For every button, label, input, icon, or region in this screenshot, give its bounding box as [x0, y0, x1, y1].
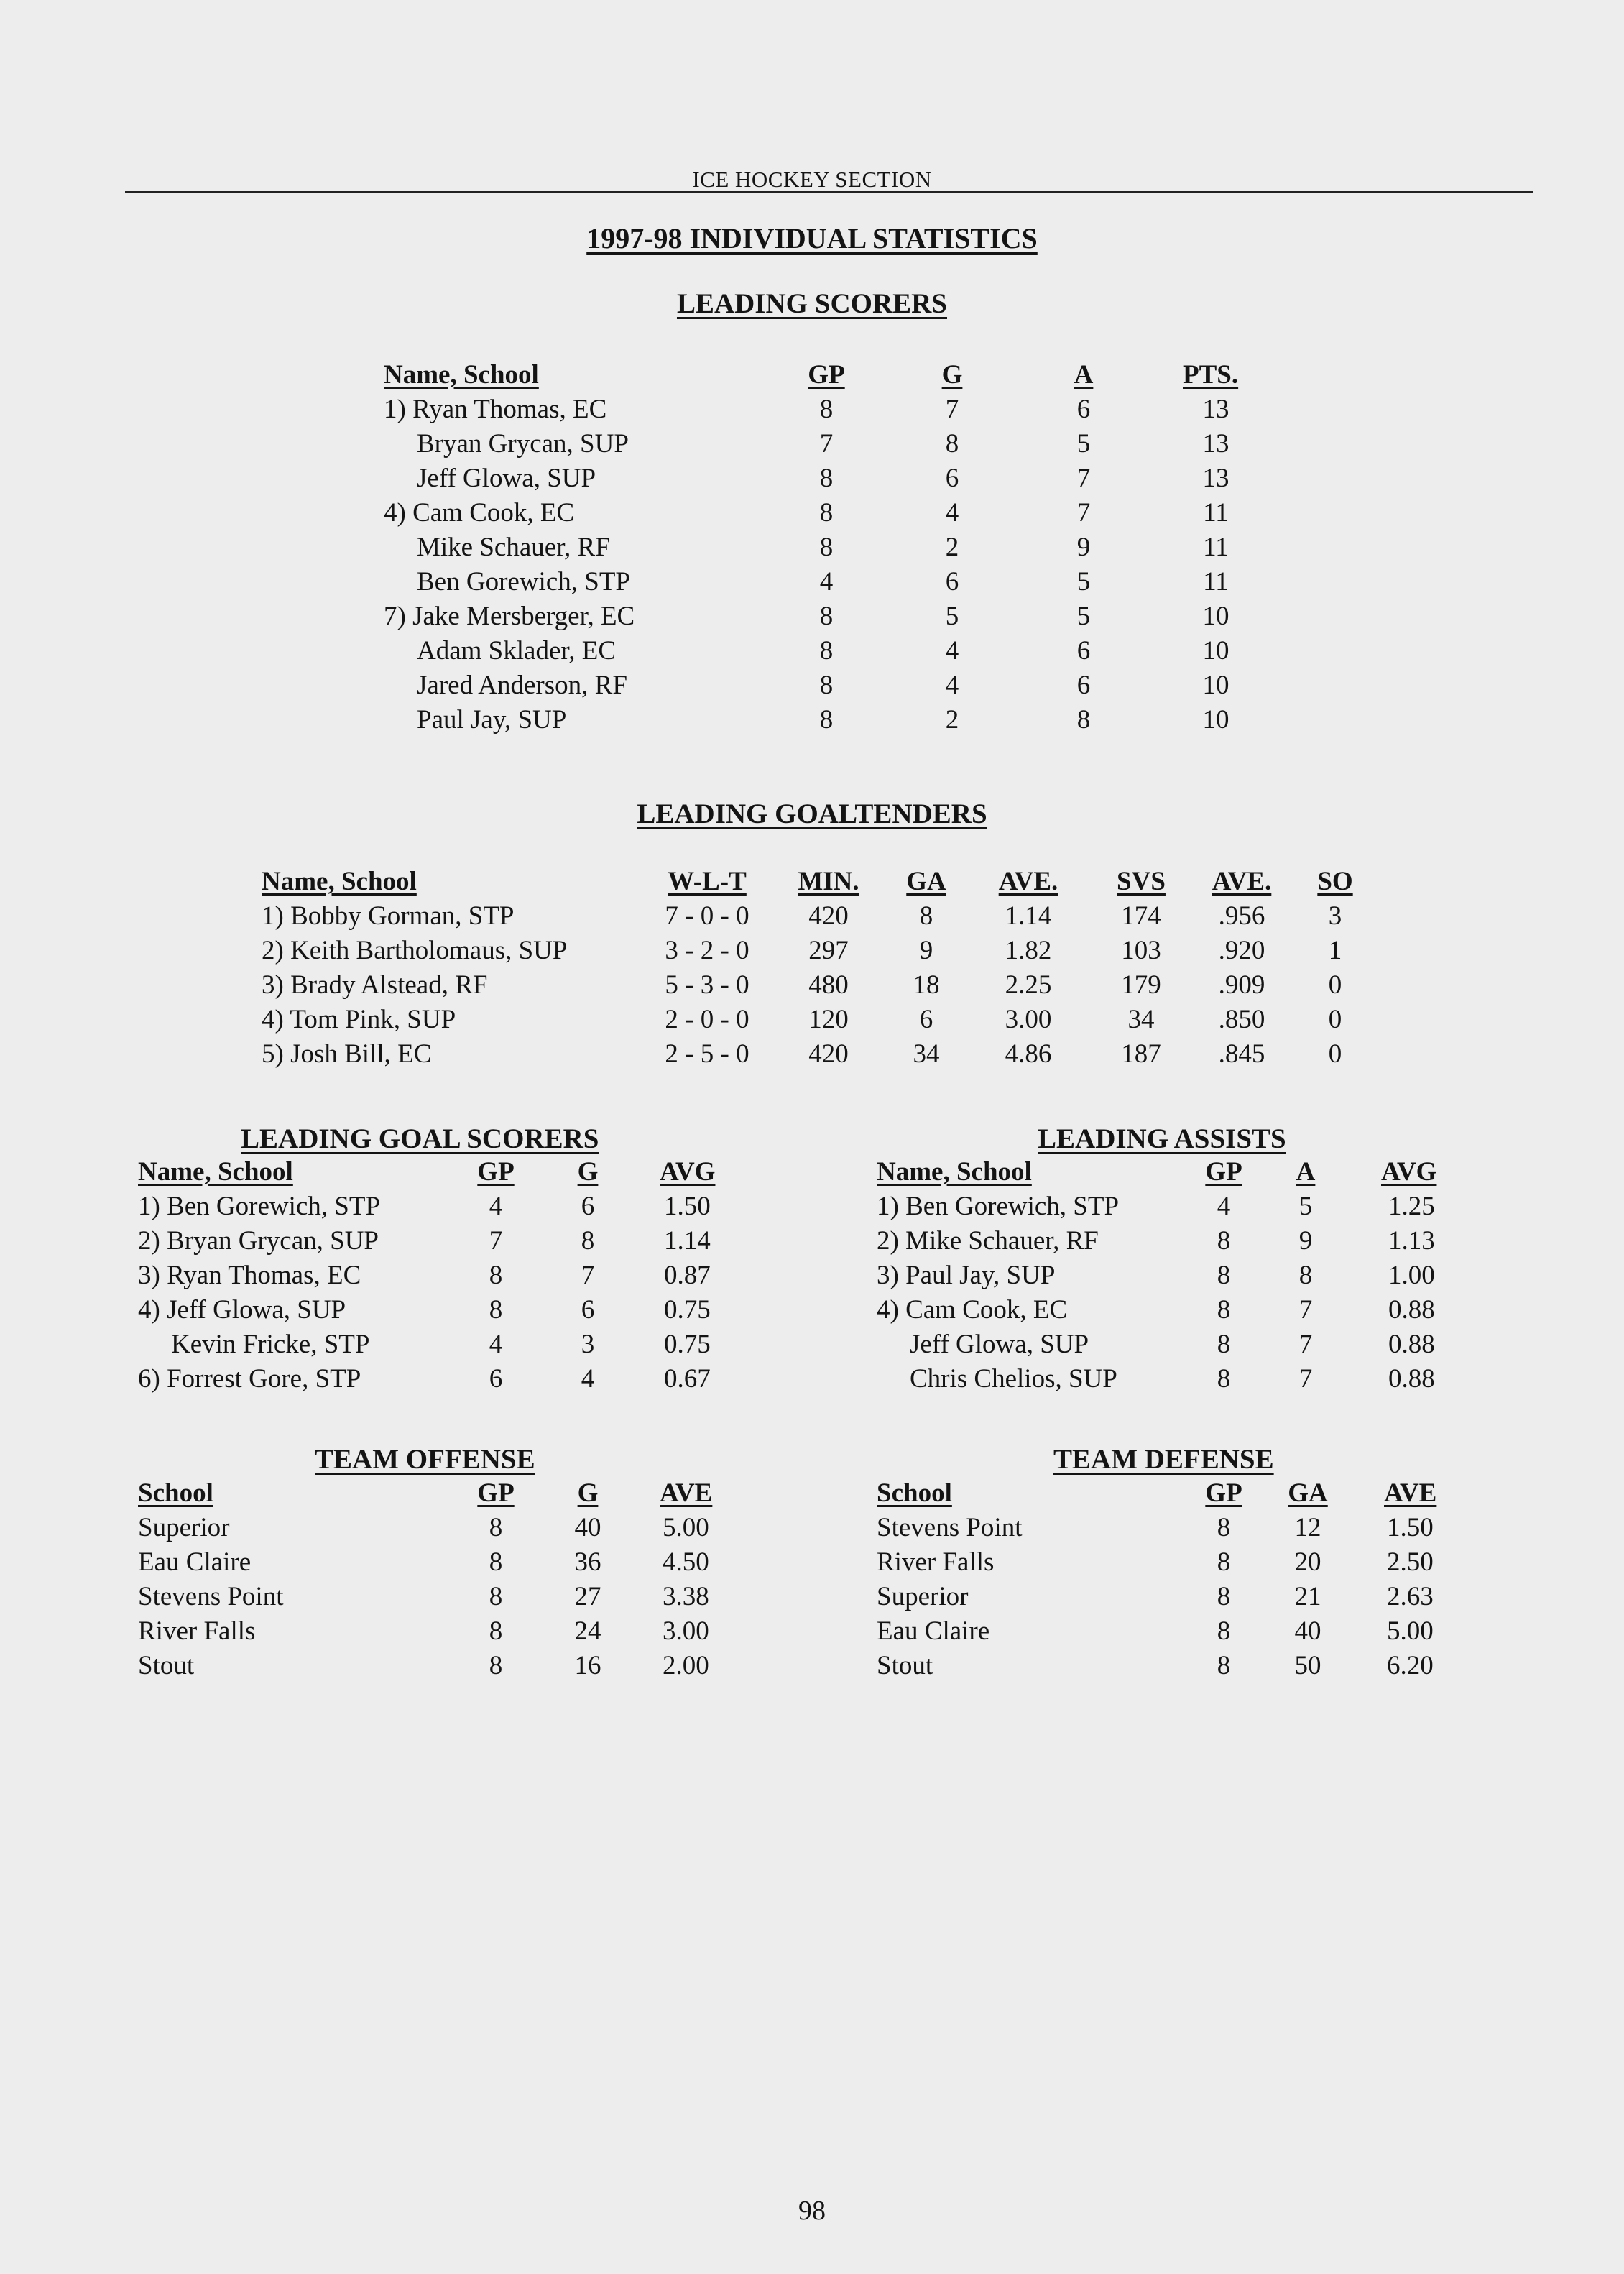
table-row	[0, 1293, 1624, 1327]
cell-pts: 10	[1202, 636, 1229, 666]
table-row	[0, 392, 1624, 427]
cell-pts: 13	[1202, 429, 1229, 459]
leading-goaltenders-table	[0, 865, 1624, 1072]
cell-name: Bryan Grycan, SUP	[417, 429, 629, 459]
cell-name: 1) Ben Gorewich, STP	[877, 1192, 1120, 1221]
cell-gp: 8	[1217, 1261, 1231, 1290]
cell-a: 5	[1298, 1192, 1313, 1221]
cell-gp: 8	[489, 1582, 503, 1611]
cell-g: 5	[945, 602, 959, 631]
cell-a: 7	[1298, 1330, 1313, 1359]
table-row	[0, 934, 1624, 968]
table-row	[0, 1362, 1624, 1396]
leading-assists-title: LEADING ASSISTS	[1038, 1123, 1286, 1154]
cell-so: 3	[1328, 901, 1342, 931]
cell-gp: 8	[1217, 1513, 1231, 1542]
table-row	[0, 427, 1624, 461]
cell-name: Jeff Glowa, SUP	[417, 464, 596, 493]
table-row	[0, 565, 1624, 599]
table-header-row	[0, 1476, 1624, 1511]
leading-goaltenders-title: LEADING GOALTENDERS	[637, 798, 987, 829]
table-row	[0, 1003, 1624, 1037]
cell-svpct: .920	[1218, 936, 1265, 965]
cell-g: 3	[581, 1330, 595, 1359]
cell-gp: 8	[819, 705, 834, 735]
col-header-ga: GA	[1288, 1478, 1328, 1508]
table-row	[0, 496, 1624, 530]
cell-gp: 8	[819, 395, 834, 424]
col-header-svs: SVS	[1117, 867, 1166, 896]
cell-ave: 5.00	[1387, 1616, 1434, 1646]
cell-ave: 3.00	[1005, 1005, 1052, 1034]
cell-ga: 21	[1294, 1582, 1321, 1611]
cell-a: 7	[1298, 1364, 1313, 1394]
col-header-name: Name, School	[384, 360, 539, 390]
cell-g: 6	[581, 1192, 595, 1221]
cell-name: 2) Bryan Grycan, SUP	[138, 1226, 379, 1256]
cell-gp: 8	[819, 636, 834, 666]
cell-school: Stout	[138, 1651, 195, 1680]
cell-school: Eau Claire	[138, 1547, 252, 1577]
cell-svpct: .845	[1218, 1039, 1265, 1069]
col-header-school: School	[138, 1478, 213, 1508]
cell-gp: 4	[489, 1192, 503, 1221]
cell-g: 36	[574, 1547, 601, 1577]
cell-school: Stevens Point	[877, 1513, 1023, 1542]
cell-g: 7	[945, 395, 959, 424]
col-header-name: Name, School	[877, 1157, 1032, 1187]
cell-avg: 0.75	[664, 1330, 711, 1359]
cell-name: Paul Jay, SUP	[417, 705, 567, 735]
cell-min: 297	[808, 936, 849, 965]
col-header-wlt: W-L-T	[668, 867, 747, 896]
col-header-a: A	[1074, 360, 1094, 390]
cell-wlt: 2 - 0 - 0	[665, 1005, 749, 1034]
cell-name: 3) Brady Alstead, RF	[262, 970, 488, 1000]
cell-avg: 0.88	[1388, 1330, 1435, 1359]
cell-svs: 174	[1121, 901, 1161, 931]
cell-g: 8	[581, 1226, 595, 1256]
cell-school: Superior	[138, 1513, 230, 1542]
cell-ave: 4.50	[663, 1547, 709, 1577]
cell-ga: 18	[913, 970, 940, 1000]
cell-name: 2) Keith Bartholomaus, SUP	[262, 936, 568, 965]
cell-name: Jeff Glowa, SUP	[910, 1330, 1089, 1359]
cell-pts: 13	[1202, 395, 1229, 424]
cell-pts: 10	[1202, 671, 1229, 700]
col-header-pts: PTS.	[1183, 360, 1239, 390]
cell-min: 120	[808, 1005, 849, 1034]
cell-ga: 9	[919, 936, 933, 965]
col-header-gp: GP	[1205, 1157, 1242, 1187]
cell-g: 24	[574, 1616, 601, 1646]
cell-g: 4	[945, 671, 959, 700]
cell-avg: 1.14	[664, 1226, 711, 1256]
cell-ave: 1.14	[1005, 901, 1052, 931]
col-header-g: G	[577, 1478, 599, 1508]
cell-gp: 8	[489, 1513, 503, 1542]
cell-pts: 11	[1203, 498, 1229, 528]
cell-ave: 2.00	[663, 1651, 709, 1680]
col-header-gp: GP	[477, 1478, 515, 1508]
cell-name: Adam Sklader, EC	[417, 636, 616, 666]
table-row	[0, 1224, 1624, 1258]
cell-gp: 8	[489, 1616, 503, 1646]
cell-name: Chris Chelios, SUP	[910, 1364, 1117, 1394]
cell-g: 4	[945, 498, 959, 528]
cell-name: Jared Anderson, RF	[417, 671, 627, 700]
cell-ave: 4.86	[1005, 1039, 1052, 1069]
table-row	[0, 703, 1624, 737]
team-offense-title: TEAM OFFENSE	[315, 1444, 535, 1475]
cell-ga: 12	[1294, 1513, 1321, 1542]
cell-gp: 8	[1217, 1616, 1231, 1646]
table-row	[0, 1580, 1624, 1614]
cell-so: 0	[1328, 1005, 1342, 1034]
cell-g: 8	[945, 429, 959, 459]
cell-gp: 4	[489, 1330, 503, 1359]
cell-so: 0	[1328, 1039, 1342, 1069]
cell-gp: 8	[819, 533, 834, 562]
cell-svs: 179	[1121, 970, 1161, 1000]
table-row	[0, 1258, 1624, 1293]
cell-ave: 2.63	[1387, 1582, 1434, 1611]
cell-gp: 8	[1217, 1226, 1231, 1256]
cell-school: River Falls	[877, 1547, 995, 1577]
col-header-ave: AVE	[1384, 1478, 1437, 1508]
cell-g: 27	[574, 1582, 601, 1611]
section-header: ICE HOCKEY SECTION	[692, 167, 932, 192]
cell-a: 9	[1076, 533, 1091, 562]
cell-gp: 7	[819, 429, 834, 459]
col-header-g: G	[577, 1157, 599, 1187]
cell-a: 7	[1076, 498, 1091, 528]
cell-school: Stevens Point	[138, 1582, 284, 1611]
cell-g: 6	[945, 464, 959, 493]
cell-svs: 34	[1127, 1005, 1155, 1034]
cell-ave: 6.20	[1387, 1651, 1434, 1680]
col-header-ga: GA	[906, 867, 946, 896]
cell-avg: 0.67	[664, 1364, 711, 1394]
col-header-ave: AVE.	[998, 867, 1058, 896]
cell-a: 5	[1076, 602, 1091, 631]
cell-avg: 0.87	[664, 1261, 711, 1290]
cell-pts: 13	[1202, 464, 1229, 493]
page-title: 1997-98 INDIVIDUAL STATISTICS	[586, 222, 1038, 254]
cell-avg: 0.88	[1388, 1295, 1435, 1325]
cell-name: 3) Paul Jay, SUP	[877, 1261, 1056, 1290]
cell-ave: 2.25	[1005, 970, 1052, 1000]
cell-pts: 10	[1202, 705, 1229, 735]
cell-a: 6	[1076, 636, 1091, 666]
cell-gp: 8	[1217, 1651, 1231, 1680]
cell-g: 40	[574, 1513, 601, 1542]
col-header-avg: AVG	[660, 1157, 716, 1187]
cell-ga: 8	[919, 901, 933, 931]
cell-name: 3) Ryan Thomas, EC	[138, 1261, 361, 1290]
cell-g: 6	[581, 1295, 595, 1325]
cell-name: 1) Ben Gorewich, STP	[138, 1192, 381, 1221]
cell-wlt: 5 - 3 - 0	[665, 970, 749, 1000]
cell-min: 480	[808, 970, 849, 1000]
cell-name: Mike Schauer, RF	[417, 533, 610, 562]
table-row	[0, 461, 1624, 496]
cell-avg: 1.50	[664, 1192, 711, 1221]
cell-pts: 11	[1203, 533, 1229, 562]
table-header-row	[0, 1155, 1624, 1189]
cell-gp: 8	[1217, 1295, 1231, 1325]
cell-gp: 8	[819, 498, 834, 528]
cell-ave: 5.00	[663, 1513, 709, 1542]
cell-svs: 187	[1121, 1039, 1161, 1069]
cell-school: River Falls	[138, 1616, 256, 1646]
cell-name: 4) Tom Pink, SUP	[262, 1005, 456, 1034]
col-header-school: School	[877, 1478, 952, 1508]
cell-gp: 6	[489, 1364, 503, 1394]
cell-name: 6) Forrest Gore, STP	[138, 1364, 361, 1394]
cell-name: 5) Josh Bill, EC	[262, 1039, 432, 1069]
cell-ave: 2.50	[1387, 1547, 1434, 1577]
cell-min: 420	[808, 901, 849, 931]
cell-g: 2	[945, 533, 959, 562]
table-row	[0, 1545, 1624, 1580]
col-header-ave: AVE	[660, 1478, 713, 1508]
cell-gp: 8	[819, 602, 834, 631]
cell-gp: 8	[489, 1651, 503, 1680]
cell-g: 7	[581, 1261, 595, 1290]
col-header-min: MIN.	[798, 867, 859, 896]
cell-ave: 3.38	[663, 1582, 709, 1611]
cell-svs: 103	[1121, 936, 1161, 965]
cell-name: 1) Ryan Thomas, EC	[384, 395, 607, 424]
cell-avg: 1.00	[1388, 1261, 1435, 1290]
cell-a: 7	[1298, 1295, 1313, 1325]
leading-goal-scorers-title: LEADING GOAL SCORERS	[241, 1123, 599, 1154]
leading-scorers-table	[0, 358, 1624, 737]
cell-ga: 6	[919, 1005, 933, 1034]
cell-gp: 8	[1217, 1330, 1231, 1359]
table-row	[0, 530, 1624, 565]
cell-ave: 3.00	[663, 1616, 709, 1646]
cell-a: 9	[1298, 1226, 1313, 1256]
cell-name: Kevin Fricke, STP	[171, 1330, 370, 1359]
cell-name: 1) Bobby Gorman, STP	[262, 901, 515, 931]
cell-gp: 8	[819, 464, 834, 493]
cell-a: 7	[1076, 464, 1091, 493]
cell-ga: 50	[1294, 1651, 1321, 1680]
cell-avg: 1.25	[1388, 1192, 1435, 1221]
table-row	[0, 668, 1624, 703]
col-header-name: Name, School	[262, 867, 417, 896]
table-row	[0, 1511, 1624, 1545]
cell-wlt: 3 - 2 - 0	[665, 936, 749, 965]
cell-name: 2) Mike Schauer, RF	[877, 1226, 1099, 1256]
table-row	[0, 1649, 1624, 1683]
cell-school: Superior	[877, 1582, 969, 1611]
cell-g: 4	[945, 636, 959, 666]
cell-svpct: .956	[1218, 901, 1265, 931]
cell-so: 0	[1328, 970, 1342, 1000]
table-row	[0, 1189, 1624, 1224]
cell-name: 4) Cam Cook, EC	[877, 1295, 1068, 1325]
cell-avg: 1.13	[1388, 1226, 1435, 1256]
cell-ave: 1.50	[1387, 1513, 1434, 1542]
col-header-so: SO	[1317, 867, 1353, 896]
cell-a: 5	[1076, 567, 1091, 597]
cell-g: 2	[945, 705, 959, 735]
table-row	[0, 599, 1624, 634]
cell-wlt: 7 - 0 - 0	[665, 901, 749, 931]
cell-gp: 4	[1217, 1192, 1231, 1221]
cell-ga: 34	[913, 1039, 940, 1069]
table-row	[0, 1037, 1624, 1072]
cell-school: Eau Claire	[877, 1616, 990, 1646]
col-header-gp: GP	[808, 360, 845, 390]
col-header-name: Name, School	[138, 1157, 293, 1187]
table-row	[0, 968, 1624, 1003]
cell-g: 4	[581, 1364, 595, 1394]
cell-a: 8	[1076, 705, 1091, 735]
cell-gp: 8	[1217, 1364, 1231, 1394]
cell-name: 4) Cam Cook, EC	[384, 498, 575, 528]
cell-gp: 8	[819, 671, 834, 700]
cell-svpct: .909	[1218, 970, 1265, 1000]
cell-min: 420	[808, 1039, 849, 1069]
cell-ga: 20	[1294, 1547, 1321, 1577]
table-row	[0, 899, 1624, 934]
cell-school: Stout	[877, 1651, 933, 1680]
table-row	[0, 634, 1624, 668]
cell-ga: 40	[1294, 1616, 1321, 1646]
cell-name: 4) Jeff Glowa, SUP	[138, 1295, 346, 1325]
col-header-gp: GP	[477, 1157, 515, 1187]
cell-gp: 8	[489, 1295, 503, 1325]
cell-gp: 8	[1217, 1582, 1231, 1611]
cell-a: 8	[1298, 1261, 1313, 1290]
cell-pts: 11	[1203, 567, 1229, 597]
cell-name: 7) Jake Mersberger, EC	[384, 602, 635, 631]
cell-name: Ben Gorewich, STP	[417, 567, 630, 597]
cell-g: 6	[945, 567, 959, 597]
page-number: 98	[798, 2196, 826, 2226]
col-header-avg: AVG	[1381, 1157, 1437, 1187]
col-header-gp: GP	[1205, 1478, 1242, 1508]
cell-gp: 7	[489, 1226, 503, 1256]
cell-ave: 1.82	[1005, 936, 1052, 965]
cell-so: 1	[1328, 936, 1342, 965]
col-header-a: A	[1296, 1157, 1316, 1187]
cell-gp: 8	[489, 1261, 503, 1290]
table-header-row	[0, 865, 1624, 899]
leading-scorers-title: LEADING SCORERS	[676, 288, 947, 319]
cell-avg: 0.75	[664, 1295, 711, 1325]
team-defense-title: TEAM DEFENSE	[1053, 1444, 1274, 1475]
col-header-g: G	[941, 360, 963, 390]
cell-a: 6	[1076, 395, 1091, 424]
cell-gp: 8	[1217, 1547, 1231, 1577]
cell-gp: 4	[819, 567, 834, 597]
cell-wlt: 2 - 5 - 0	[665, 1039, 749, 1069]
cell-avg: 0.88	[1388, 1364, 1435, 1394]
header-rule	[125, 191, 1533, 193]
table-row	[0, 1614, 1624, 1649]
cell-a: 5	[1076, 429, 1091, 459]
col-header-save-pct: AVE.	[1212, 867, 1272, 896]
table-row	[0, 1327, 1624, 1362]
cell-gp: 8	[489, 1547, 503, 1577]
cell-a: 6	[1076, 671, 1091, 700]
cell-g: 16	[574, 1651, 601, 1680]
table-header-row	[0, 358, 1624, 392]
cell-svpct: .850	[1218, 1005, 1265, 1034]
cell-pts: 10	[1202, 602, 1229, 631]
team-defense-table	[0, 1476, 1624, 1683]
leading-assists-table	[0, 1155, 1624, 1396]
